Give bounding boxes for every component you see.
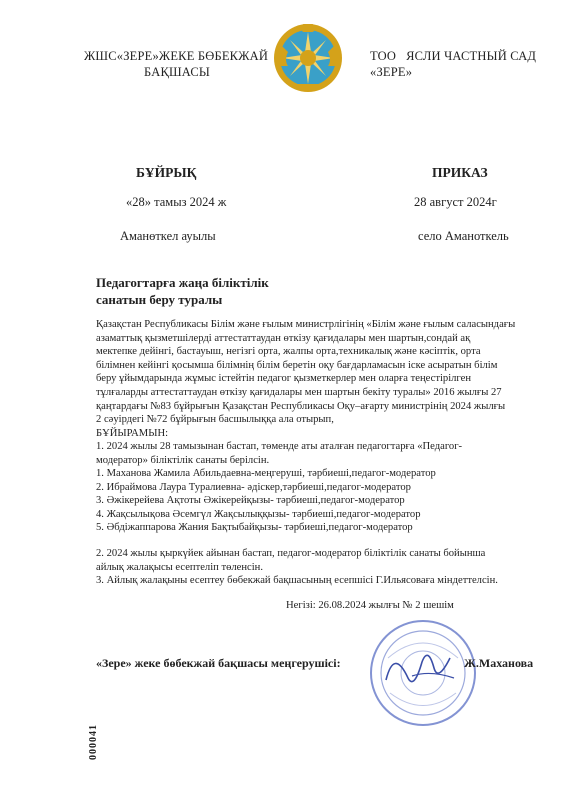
staff-list [96, 467, 544, 535]
order-item-2 [96, 547, 544, 574]
order-item-1 [96, 440, 544, 467]
body-line: Қазақстан Республикасы Білім және ғылым министрлігінің «Білім және ғылым саласындағы [96, 319, 516, 330]
header-left-line1: ЖШС«ЗЕРЕ»ЖЕКЕ БӨБЕКЖАЙ [84, 49, 269, 63]
order-basis: Негізі: 26.08.2024 жылғы № 2 шешім [286, 600, 454, 611]
registration-number: 000041 [88, 724, 99, 760]
body-line: азаматтық қызметшілерді аттестаттаудан өткізу қағидалары мен шартын,сондай ақ [96, 332, 471, 344]
header-right-line2: «ЗЕРЕ» [370, 65, 413, 79]
signature-org: «Зере» жеке бөбекжай бақшасы меңгерушісі: [96, 656, 341, 670]
body-line: тұлғаларды аттестаттаудан өткізу қағидалары мен шартын бекіту туралы» 2016 жылғы 27 [96, 386, 502, 398]
header-left-line2: БАҚШАСЫ [144, 65, 211, 79]
item2-line2: айлық жалақысы есептеліп төленсін. [96, 561, 264, 573]
order-word: БҰЙЫРАМЫН: [96, 427, 169, 439]
staff-list-item: 3. Әжікерейева Ақтоты Әжікерейқызы- тәрбиеші,педагог-модератор [96, 495, 405, 507]
date-ru: 28 август 2024г [414, 195, 497, 209]
place-ru: село Аманоткель [418, 229, 509, 243]
body-line: беру ұйымдарында жұмыс істейтін педагог қызметкерлер мен оларға теңестірілген [96, 373, 471, 385]
staff-list-item: 1. Маханова Жамила Абильдаевна-меңгеруші, тәрбиеші,педагог-модератор [96, 468, 436, 479]
title-ru: ПРИКАЗ [432, 165, 488, 180]
body-line: 2 сәуірдегі №72 бұйрығын басшылыққа ала отырып, [96, 414, 334, 426]
date-kz: «28» тамыз 2024 ж [126, 195, 227, 209]
subject-line1: Педагогтарға жаңа біліктілік [96, 275, 269, 290]
body-line: білімнен кейінгі қосымша білімнің білім беретін оқу бағдарламасын іске асыратын білім [96, 359, 498, 371]
signature-name: Ж.Маханова [464, 656, 534, 670]
item2-line1: 2. 2024 жылы қыркүйек айынан бастап, педагог-модератор біліктілік санаты бойынша [96, 548, 486, 559]
title-kz: БҰЙРЫҚ [136, 165, 197, 180]
order-item-3: 3. Айлық жалақыны есептеу бөбекжай бақшасының есепшісі Г.Ильясоваға міндеттелсін. [96, 575, 498, 586]
state-emblem-icon [272, 22, 344, 94]
item1-line1: 1. 2024 жылы 28 тамызынан бастап, төменде аты аталған педагогтарға «Педагог- [96, 441, 463, 452]
body-line: қаңтардағы №83 бұйрығын Қазақстан Республикасы Оқу–ағарту министрінің 2024 жылғы [96, 400, 506, 412]
staff-list-item: 5. Әбдіжаппарова Жания Бақтыбайқызы- тәрбиеші,педагог-модератор [96, 522, 413, 534]
staff-list-item: 2. Ибраймова Лаура Туралиевна- әдіскер,тәрбиеші,педагог-модератор [96, 481, 411, 493]
place-kz: Аманөткел ауылы [120, 229, 216, 243]
body-line: мектепке дейінгі, бастауыш, негізгі орта, жалпы орта,техникалық және кәсіптік, орта [96, 346, 481, 358]
staff-list-item: 4. Жақсылықова Әсемгүл Жақсылыққызы- тәрбиеші,педагог-модератор [96, 508, 421, 520]
header-right-line1: ТОО ЯСЛИ ЧАСТНЫЙ САД [370, 49, 537, 63]
order-subject [96, 274, 396, 308]
order-preamble [96, 318, 544, 440]
item1-line2: модератор» біліктілік санаты берілсін. [96, 454, 270, 466]
subject-line2: санатын беру туралы [96, 292, 223, 307]
official-stamp-icon [368, 618, 478, 728]
